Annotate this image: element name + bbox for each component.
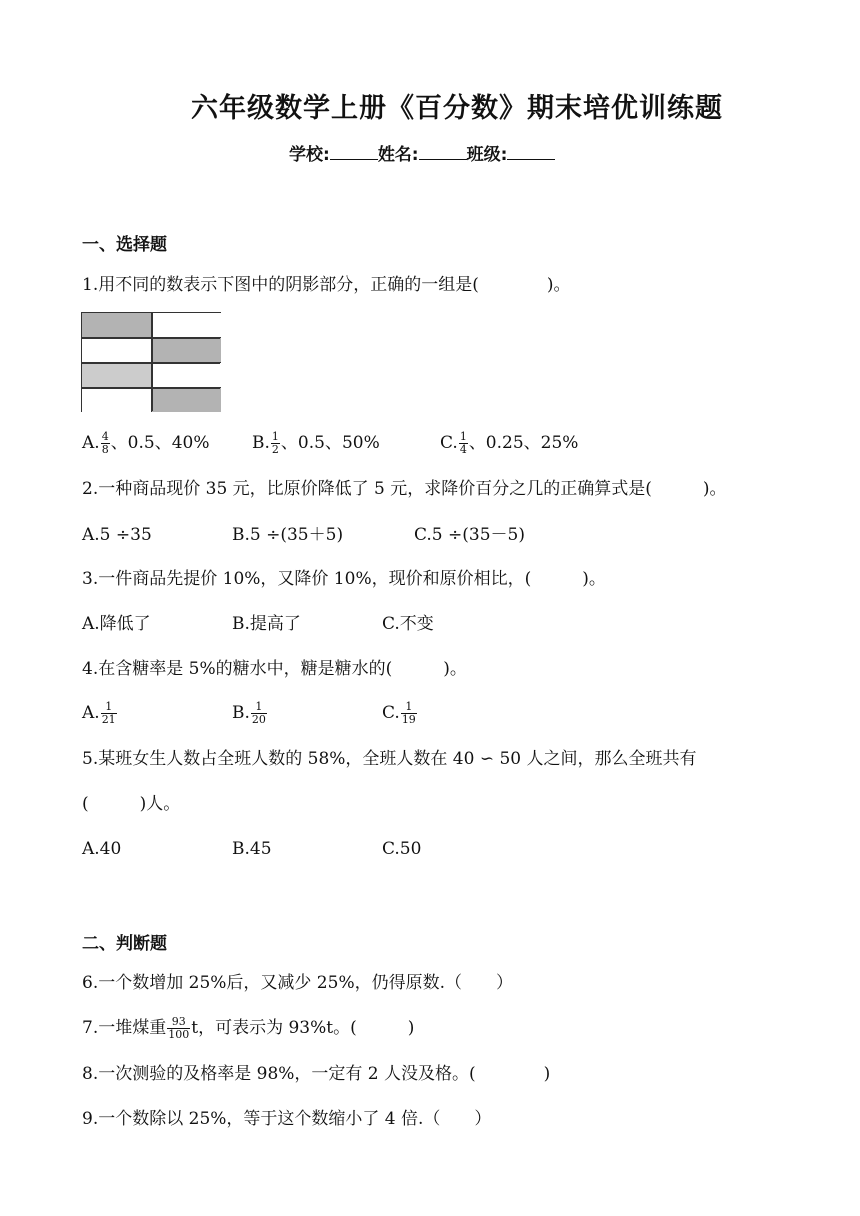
q1-option-a	[82, 430, 210, 456]
grid-cell	[82, 363, 151, 387]
q2-option-a: A.5 ÷35	[82, 525, 152, 545]
question-9: 9.一个数除以 25%，等于这个数缩小了 4 倍.（ ）	[82, 1109, 492, 1129]
q4-option-a	[82, 700, 118, 726]
question-7-prefix: 7.一堆煤重	[82, 1018, 167, 1038]
question-6: 6.一个数增加 25%后，又减少 25%，仍得原数.（ ）	[82, 973, 514, 993]
q5-option-b: B.45	[232, 839, 272, 859]
question-8: 8.一次测验的及格率是 98%，一定有 2 人没及格。( )	[82, 1064, 551, 1084]
class-blank	[507, 145, 555, 160]
school-blank	[330, 145, 378, 160]
grid-cell	[82, 388, 151, 412]
fraction-denominator: 2	[271, 443, 279, 456]
shaded-grid-figure	[81, 312, 221, 412]
option-text: 、0.5、50%	[280, 433, 380, 453]
grid-cell	[152, 363, 221, 387]
grid-cell	[152, 388, 221, 412]
q4-option-b	[232, 700, 268, 726]
q1-option-c	[440, 430, 578, 456]
option-text: 、0.5、40%	[110, 433, 210, 453]
fraction-denominator: 21	[101, 713, 116, 726]
q4-option-c	[382, 700, 418, 726]
question-7	[82, 1015, 414, 1041]
grid-cell	[152, 338, 221, 362]
option-prefix: C.	[382, 703, 400, 723]
fraction	[401, 701, 417, 726]
question-5-stem-line1: 5.某班女生人数占全班人数的 58%，全班人数在 40 ∽ 50 人之间，那么全班共有	[82, 749, 697, 769]
grid-divider	[82, 362, 220, 364]
class-label: 班级:	[466, 145, 508, 165]
fraction-numerator: 93	[171, 1015, 186, 1028]
q5-option-c: C.50	[382, 839, 422, 859]
fraction-denominator: 8	[101, 443, 109, 456]
option-prefix: B.	[252, 433, 270, 453]
section-heading-choice: 一、选择题	[82, 235, 167, 255]
question-5-stem-line2: ( )人。	[82, 794, 181, 814]
grid-cell	[82, 338, 151, 362]
fraction-numerator: 1	[255, 700, 263, 713]
fraction	[459, 431, 468, 456]
page-title: 六年级数学上册《百分数》期末培优训练题	[191, 93, 723, 124]
fraction	[101, 431, 110, 456]
fraction	[167, 1016, 190, 1041]
question-7-rest: t，可表示为 93%t。( )	[191, 1018, 415, 1038]
q2-option-b: B.5 ÷(35＋5)	[232, 525, 344, 545]
question-2-stem: 2.一种商品现价 35 元，比原价降低了 5 元，求降价百分之几的正确算式是( )。	[82, 479, 727, 499]
q1-option-b	[252, 430, 380, 456]
grid-cell	[82, 313, 151, 337]
fraction-denominator: 20	[251, 713, 266, 726]
option-prefix: A.	[82, 703, 100, 723]
name-label: 姓名:	[377, 145, 419, 165]
question-1-stem: 1.用不同的数表示下图中的阴影部分，正确的一组是( )。	[82, 275, 571, 295]
fraction	[101, 701, 117, 726]
school-label: 学校:	[289, 145, 330, 165]
fraction-denominator: 19	[401, 713, 416, 726]
fraction-numerator: 1	[459, 430, 467, 443]
q3-option-b: B.提高了	[232, 614, 301, 634]
question-4-stem: 4.在含糖率是 5%的糖水中，糖是糖水的( )。	[82, 659, 467, 679]
fraction-numerator: 1	[271, 430, 279, 443]
q5-option-a: A.40	[82, 839, 122, 859]
option-text: 、0.25、25%	[468, 433, 579, 453]
q3-option-c: C.不变	[382, 614, 434, 634]
option-prefix: A.	[82, 433, 100, 453]
q2-option-c: C.5 ÷(35－5)	[414, 525, 525, 545]
q3-option-a: A.降低了	[82, 614, 151, 634]
fraction-numerator: 4	[101, 430, 109, 443]
grid-cell	[152, 313, 221, 337]
fraction-numerator: 1	[105, 700, 113, 713]
fraction	[251, 701, 267, 726]
fraction	[271, 431, 280, 456]
student-info-line	[289, 140, 555, 165]
grid-divider	[82, 337, 220, 339]
name-blank	[419, 145, 467, 160]
grid-divider	[82, 387, 220, 389]
fraction-numerator: 1	[405, 700, 413, 713]
fraction-denominator: 4	[459, 443, 467, 456]
question-3-stem: 3.一件商品先提价 10%，又降价 10%，现价和原价相比，( )。	[82, 569, 606, 589]
section-heading-judgement: 二、判断题	[82, 934, 167, 954]
fraction-denominator: 100	[168, 1028, 190, 1041]
option-prefix: B.	[232, 703, 250, 723]
option-prefix: C.	[440, 433, 458, 453]
